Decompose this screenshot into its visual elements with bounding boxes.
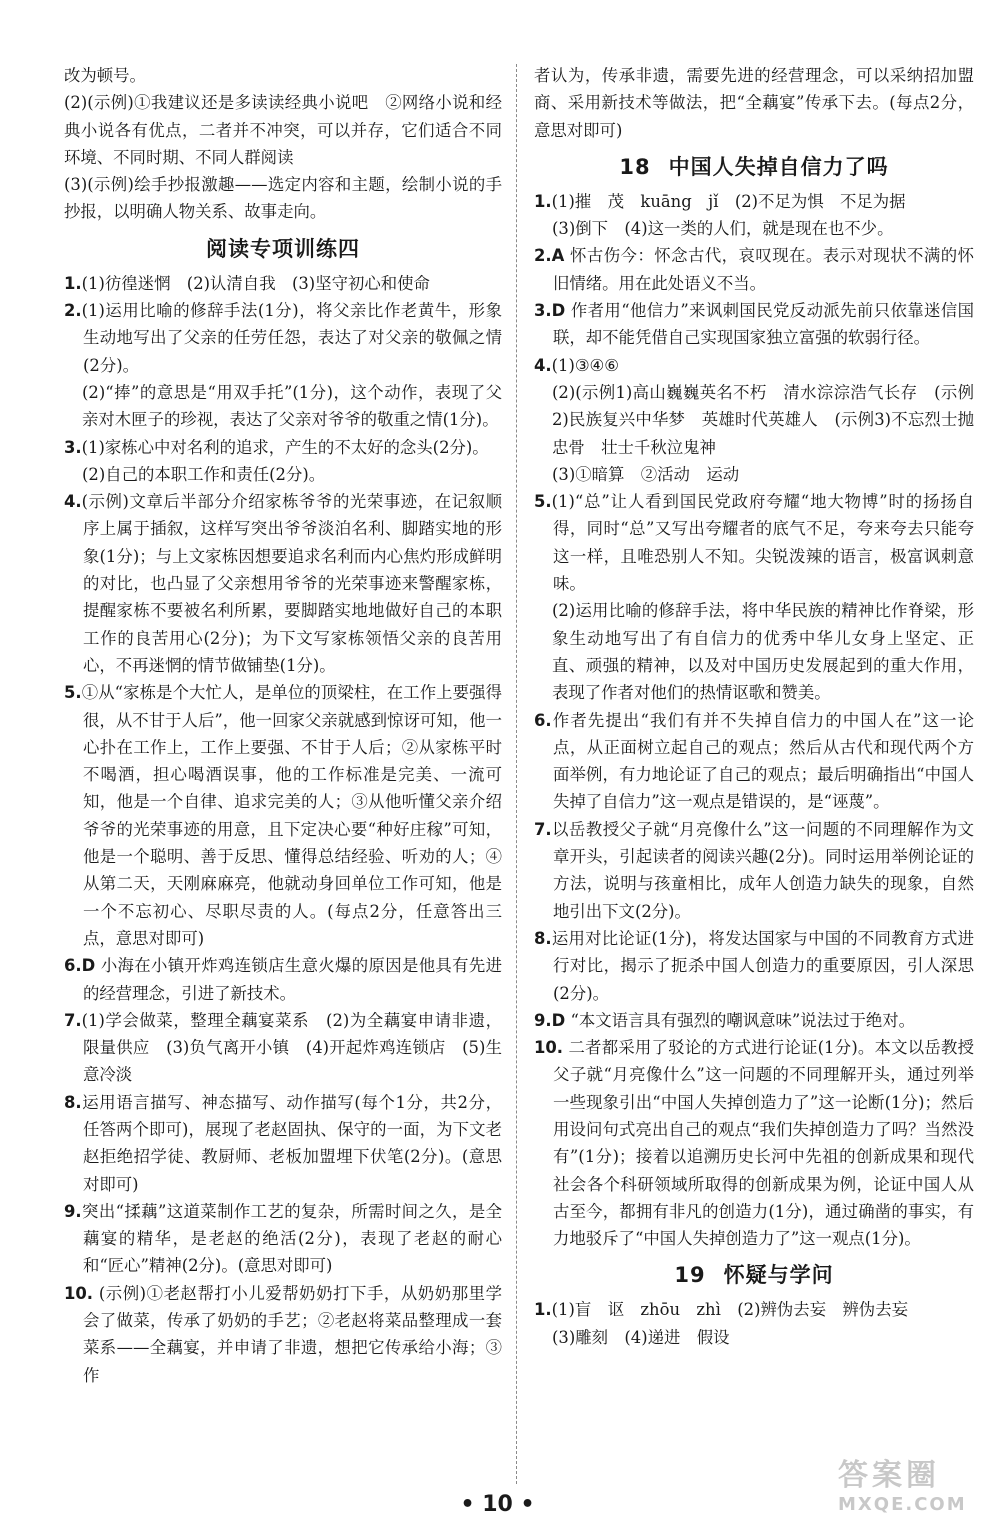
answer-number: 7.: [534, 819, 552, 839]
answer-text: ①从“家栋是个大忙人，是单位的顶梁柱，在工作上要强得很，从不甘于人后”，他一回家父亲就感到惊讶可知，他一心扑在工作上，工作上要强、不甘于人后；②从家栋平时不喝酒，担心喝酒误事，他的工作标准是完美、一流可知，他是一个自律、追求完美的人；③从他听懂父亲介绍爷爷的光荣事迹的用意，且下定决心要“种好庄稼”可知，他是一个聪明、善于反思、懂得总结经验、听劝的人；④从第二天，天刚麻麻亮，他就动身回单位工作可知，他是一个不忘初心、尽职尽责的人。(每点2分，任意答出三点，意思对即可): [81, 683, 502, 948]
answer-number: 4.: [64, 492, 82, 512]
answer-item: [64, 1007, 502, 1089]
answer-item: [534, 188, 974, 215]
answer-text: (示例)文章后半部分介绍家栋爷爷的光荣事迹，在记叙顺序上属于插叙，这样写突出爷爷淡泊名利、脚踏实地的形象(1分)；与上文家栋因想要追求名利而内心焦灼形成鲜明的对比，也凸显了父亲想用爷爷的光荣事迹来警醒家栋，提醒家栋不要被名利所累，要脚踏实地地做好自己的本职工作的良苦用心(2分)；为下文写家栋领悟父亲的良苦用心，不再迷惘的情节做铺垫(1分)。: [81, 492, 502, 675]
answer-number: 2.: [64, 301, 82, 321]
answer-number: 9.D: [534, 1010, 566, 1030]
answer-text: 作者用“他信力”来讽刺国民党反动派先前只依靠迷信国联，却不能凭借自己实现国家独立富强的软弱行径。: [553, 301, 974, 348]
answer-number: 8.: [64, 1092, 82, 1112]
answer-item: [64, 1089, 502, 1198]
answer-list: [534, 188, 974, 1253]
answer-text: (1)学会做菜，整理全藕宴菜系 (2)为全藕宴申请非遗，限量供应 (3)负气离开小镇 (4)开起炸鸡连锁店 (5)生意冷淡: [81, 1010, 502, 1085]
answer-item: [64, 1280, 502, 1389]
section-title: [534, 1260, 974, 1290]
answer-number: 8.: [534, 928, 552, 948]
lesson-number: 18: [619, 154, 651, 179]
answer-text: “本文语言具有强烈的嘲讽意味”说法过于绝对。: [570, 1010, 916, 1030]
answer-item: [534, 1007, 974, 1034]
answer-item: [64, 488, 502, 679]
answer-number: 2.A: [534, 246, 565, 266]
answer-line: (2)(示例)①我建议还是多读读经典小说吧 ②网络小说和经典小说各有优点，二者并不冲突，可以并存，它们适合不同环境、不同时期、不同人群阅读: [64, 93, 502, 167]
answer-text: (2)(示例1)高山巍巍英名不朽 清水淙淙浩气长存 (示例2)民族复兴中华梦 英雄时代英雄人 (示例3)不忘烈士抛忠骨 壮士千秋泣鬼神: [552, 382, 974, 457]
answer-item: [64, 297, 502, 379]
answer-number: 7.: [64, 1010, 82, 1030]
answer-number: 3.D: [534, 301, 566, 321]
answer-item: [64, 379, 502, 434]
answer-text: (3)倒下 (4)这一类的人们，就是现在也不少。: [552, 219, 894, 239]
right-column: [534, 62, 974, 1482]
answer-line: (3)(示例)绘手抄报激趣——选定内容和主题，绘制小说的手抄报，以明确人物关系、故事走向。: [64, 175, 502, 222]
answer-text: (2)运用比喻的修辞手法，将中华民族的精神比作脊梁，形象生动地写出了有自信力的优秀中华儿女身上坚定、正直、顽强的精神，以及对中国历史发展起到的重大作用，表现了作者对他们的热情讴歌和赞美。: [552, 601, 974, 703]
answer-item: [64, 434, 502, 461]
answer-text: (1)③④⑥: [551, 355, 619, 375]
answer-text: (3)①暗算 ②活动 运动: [552, 464, 740, 484]
lesson-title: 中国人失掉自信力了吗: [668, 153, 889, 179]
answer-text: 作者先提出“我们有并不失掉自信力的中国人在”这一论点，从正面树立起自己的观点；然后从古代和现代两个方面举例，有力地论证了自己的观点；最后明确指出“中国人失掉了自信力”这一观点是错误的，是“诬蔑”。: [551, 710, 974, 812]
answer-number: 4.: [534, 355, 552, 375]
answer-number: 6.D: [64, 956, 96, 976]
answer-text: 以岳教授父子就“月亮像什么”这一问题的不同理解作为文章开头，引起读者的阅读兴趣(2分)。同时运用举例论证的方法，说明与孩童相比，成年人创造力缺失的现象，自然地引出下文(2分)。: [551, 819, 974, 921]
lesson-number: 19: [674, 1263, 706, 1288]
answer-item: [534, 379, 974, 461]
watermark-text: 答案圈: [838, 1458, 940, 1493]
answer-number: 9.: [64, 1201, 82, 1221]
answer-number: 10.: [534, 1038, 564, 1058]
answer-number: 6.: [534, 710, 552, 730]
answer-item: [534, 707, 974, 816]
answer-item: [534, 597, 974, 706]
answer-text: (1)盲 讴 zhōu zhì (2)辨伪去妄 辨伪去妄: [551, 1300, 908, 1320]
answer-number: 1.: [534, 1300, 552, 1320]
answer-item: [534, 242, 974, 297]
answer-item: [534, 1034, 974, 1252]
watermark-url: MXQE.COM: [838, 1494, 967, 1515]
answer-text: (示例)①老赵帮打小儿爱帮奶奶打下手，从奶奶那里学会了做菜，传承了奶奶的手艺；②老赵将菜品整理成一套菜系——全藕宴，并申请了非遗，想把它传承给小海；③作: [83, 1283, 502, 1385]
answer-item: [534, 1324, 974, 1351]
answer-number: 5.: [64, 683, 82, 703]
answer-text: (2)自己的本职工作和责任(2分)。: [82, 464, 326, 484]
answer-item: [534, 1296, 974, 1323]
answer-text: 突出“揉藕”这道菜制作工艺的复杂，所需时间之久，是全藕宴的精华，是老赵的绝活(2分)，表现了老赵的耐心和“匠心”精神(2分)。(意思对即可): [81, 1201, 502, 1276]
answer-text: (1)“总”让人看到国民党政府夸耀“地大物博”时的扬扬自得，同时“总”又写出夸耀者的底气不足，夸来夸去只能夸这一样，且唯恐别人不知。尖锐泼辣的语言，极富讽刺意味。: [551, 492, 974, 594]
answer-text: 怀古伤今：怀念古代，哀叹现在。表示对现状不满的怀旧情绪。用在此处语义不当。: [553, 246, 974, 293]
answer-item: [64, 952, 502, 1007]
answer-text: (1)彷徨迷惘 (2)认清自我 (3)坚守初心和使命: [81, 273, 430, 293]
answer-item: [64, 461, 502, 488]
section-title: 阅读专项训练四: [206, 235, 360, 261]
answer-item: [64, 1198, 502, 1280]
answer-item: [534, 461, 974, 488]
answer-number: 1.: [534, 191, 552, 211]
answer-text: 运用对比论证(1分)，将发达国家与中国的不同教育方式进行对比，揭示了扼杀中国人创造力的重要原因，引人深思(2分)。: [551, 928, 974, 1003]
answer-text: (1)摧 茂 kuāng jǐ (2)不足为惧 不足为据: [551, 191, 906, 211]
answer-item: [64, 270, 502, 297]
answer-number: 1.: [64, 273, 82, 293]
left-column: [64, 62, 502, 1482]
answer-number: 10.: [64, 1283, 94, 1303]
answer-item: [534, 297, 974, 352]
answer-list: [534, 1296, 974, 1351]
answer-item: [64, 679, 502, 952]
answer-text: (1)家栋心中对名利的追求，产生的不太好的念头(2分)。: [81, 437, 489, 457]
answer-text: (2)“捧”的意思是“用双手托”(1分)，这个动作，表现了父亲对木匣子的珍视，表达了父亲对爷爷的敬重之情(1分)。: [82, 382, 502, 430]
answer-item: [534, 352, 974, 379]
answer-text: (3)雕刻 (4)递进 假设: [552, 1327, 730, 1347]
section-title: [534, 152, 974, 182]
answer-line: 者认为，传承非遗，需要先进的经营理念，可以采纳招加盟商、采用新技术等做法，把“全藕宴”传承下去。(每点2分，意思对即可): [534, 66, 974, 140]
answer-item: [534, 925, 974, 1007]
watermark-logo: [838, 1458, 978, 1528]
answer-number: 5.: [534, 492, 552, 512]
answer-text: 二者都采用了驳论的方式进行论证(1分)。本文以岳教授父子就“月亮像什么”这一问题的不同理解开头，通过列举一些现象引出“中国人失掉创造力了”这一论断(1分)；然后用设问句式亮出自己的观点“我们失掉创造力了吗？当然没有”(1分)；接着以追溯历史长河中先祖的创新成果和现代社会各个科研领域所取得的创新成果为例，论证中国人从古至今，都拥有非凡的创造力(1分)，通过确凿的事实，有力地驳斥了“中国人失掉创造力了”这一观点(1分)。: [553, 1038, 974, 1249]
answer-number: 3.: [64, 437, 82, 457]
lesson-title: 怀疑与学问: [723, 1262, 834, 1288]
answer-list: [64, 270, 502, 1389]
answer-text: 运用语言描写、神态描写、动作描写(每个1分，共2分，任答两个即可)，展现了老赵固执、保守的一面，为下文老赵拒绝招学徒、教厨师、老板加盟埋下伏笔(2分)。(意思对即可): [81, 1092, 502, 1194]
answer-item: [534, 816, 974, 925]
answer-text: 小海在小镇开炸鸡连锁店生意火爆的原因是他具有先进的经营理念，引进了新技术。: [83, 956, 502, 1003]
answer-line: 改为顿号。: [64, 66, 146, 85]
answer-text: (1)运用比喻的修辞手法(1分)，将父亲比作老黄牛，形象生动地写出了父亲的任劳任怨，表达了对父亲的敬佩之情(2分)。: [81, 301, 502, 375]
answer-item: [534, 488, 974, 597]
answer-item: [534, 215, 974, 242]
column-divider: [516, 64, 517, 1484]
page-number: • 10 •: [460, 1492, 535, 1517]
